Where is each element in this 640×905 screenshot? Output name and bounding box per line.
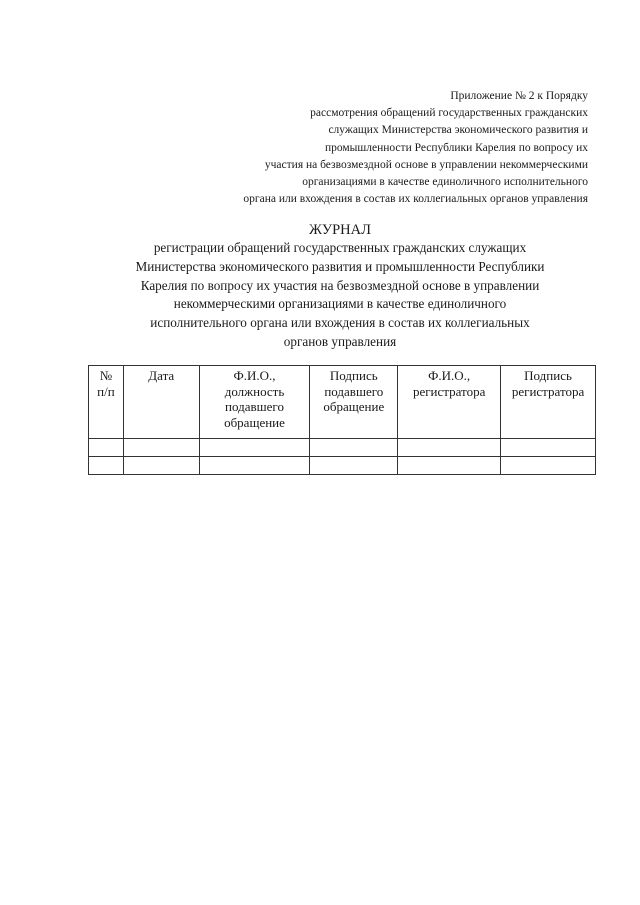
- table-cell: [501, 457, 596, 475]
- table-cell: [310, 457, 398, 475]
- table-row: [89, 439, 596, 457]
- subtitle-line: регистрации обращений государственных гражданских служащих: [153, 240, 527, 255]
- subtitle-line: органов управления: [283, 333, 397, 349]
- table-cell: [199, 439, 310, 457]
- appendix-line: органа или вхождения в состав их коллегиальных органов управления: [243, 193, 588, 206]
- table-header-row: [89, 366, 596, 439]
- journal-table: [88, 365, 596, 475]
- table-cell: [89, 457, 124, 475]
- table-cell: [123, 457, 199, 475]
- table-cell: [501, 439, 596, 457]
- table-cell: [123, 439, 199, 457]
- appendix-line: служащих Министерства экономического развития и: [328, 124, 588, 137]
- appendix-line: Приложение № 2 к Порядку: [450, 90, 588, 102]
- document-title: ЖУРНАЛ: [309, 222, 371, 238]
- appendix-line: организациями в качестве единоличного исполнительного: [302, 176, 588, 189]
- header-registrar-signature: Подпись регистратора: [501, 366, 596, 439]
- table-cell: [199, 457, 310, 475]
- appendix-line: рассмотрения обращений государственных гражданских: [310, 107, 588, 120]
- subtitle-line: Карелия по вопросу их участия на безвозмездной основе в управлении: [140, 277, 540, 293]
- appendix-line: промышленности Республики Карелия по вопросу их: [324, 141, 588, 154]
- subtitle-line: некоммерческими организациями в качестве единоличного: [173, 296, 507, 312]
- table-cell: [89, 439, 124, 457]
- table-cell: [398, 457, 501, 475]
- subtitle-line: исполнительного органа или вхождения в состав их коллегиальных: [150, 315, 530, 331]
- header-applicant-name: Ф.И.О., должность подавшего обращение: [199, 366, 310, 439]
- document-subtitle: [90, 239, 590, 352]
- header-number: № п/п: [89, 366, 124, 439]
- appendix-line: участия на безвозмездной основе в управлении некоммерческими: [264, 158, 588, 171]
- table-row: [89, 457, 596, 475]
- table-cell: [398, 439, 501, 457]
- header-applicant-signature: Подпись подавшего обращение: [310, 366, 398, 439]
- table-cell: [310, 439, 398, 457]
- subtitle-line: Министерства экономического развития и промышленности Республики: [135, 258, 545, 274]
- header-registrar-name: Ф.И.О., регистратора: [398, 366, 501, 439]
- header-date: Дата: [123, 366, 199, 439]
- appendix-note: [168, 88, 588, 208]
